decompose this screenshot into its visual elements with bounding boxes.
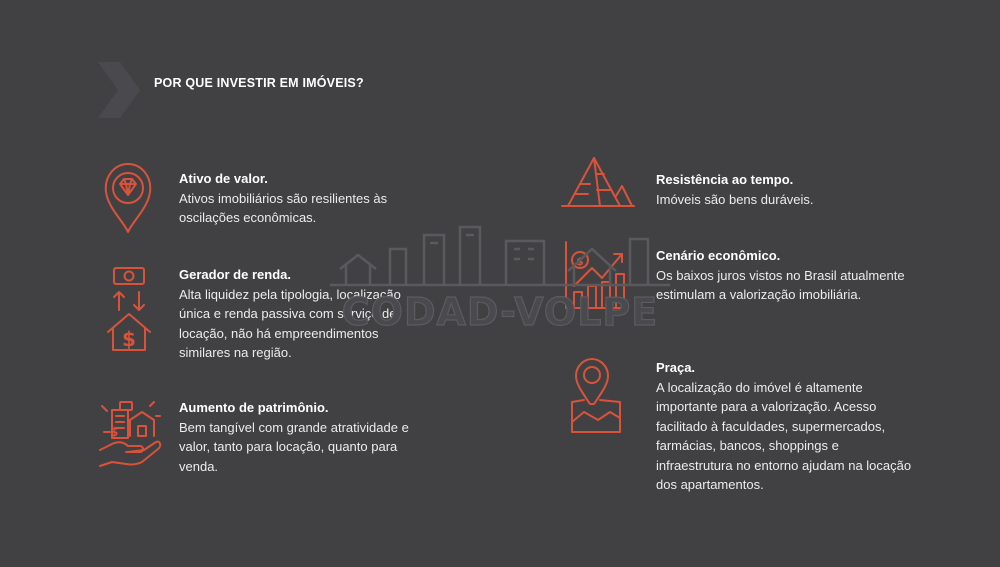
feature-description: Imóveis são bens duráveis. [656,191,814,207]
feature-heading: Gerador de renda. [179,267,291,282]
feature-heading: Cenário econômico. [656,248,781,263]
pyramid-icon [560,152,636,210]
feature-description: A localização do imóvel é altamente importante para a valorização. Acesso facilitado à faculdades, supermercados, farmácias, bancos, shoppings e infraestrutura no entorno ajudam na locação dos apartamentos. [656,379,912,492]
feature-heading: Aumento de patrimônio. [179,400,329,415]
svg-text:CODAD-VOLPE: CODAD-VOLPE [341,290,659,334]
feature-heading: Praça. [656,360,696,375]
feature-description: Bem tangível com grande atratividade e valor, tanto para locação, quanto para venda. [179,419,409,474]
svg-text:$: $ [576,255,584,268]
money-house-icon [104,262,154,354]
svg-text:$: $ [122,327,136,351]
location-diamond-icon [100,160,156,236]
svg-text:$: $ [110,425,119,439]
chevron-right-icon [96,60,146,120]
page-title: POR QUE INVESTIR EM IMÓVEIS? [154,76,364,90]
feature-heading: Ativo de valor. [179,171,268,186]
feature-description: Ativos imobiliários são resilientes às oscilações econômicas. [179,190,388,225]
economic-chart-icon [562,238,630,314]
feature-heading: Resistência ao tempo. [656,172,794,187]
map-pin-icon [568,356,624,436]
feature-description: Alta liquidez pela tipologia, localização única e renda passiva com serviço de locação, não há empreendimentos similares na região. [179,286,401,360]
feature-description: Os baixos juros vistos no Brasil atualmente estimulam a valorização imobiliária. [656,267,905,302]
hand-money-buildings-icon [98,396,162,472]
